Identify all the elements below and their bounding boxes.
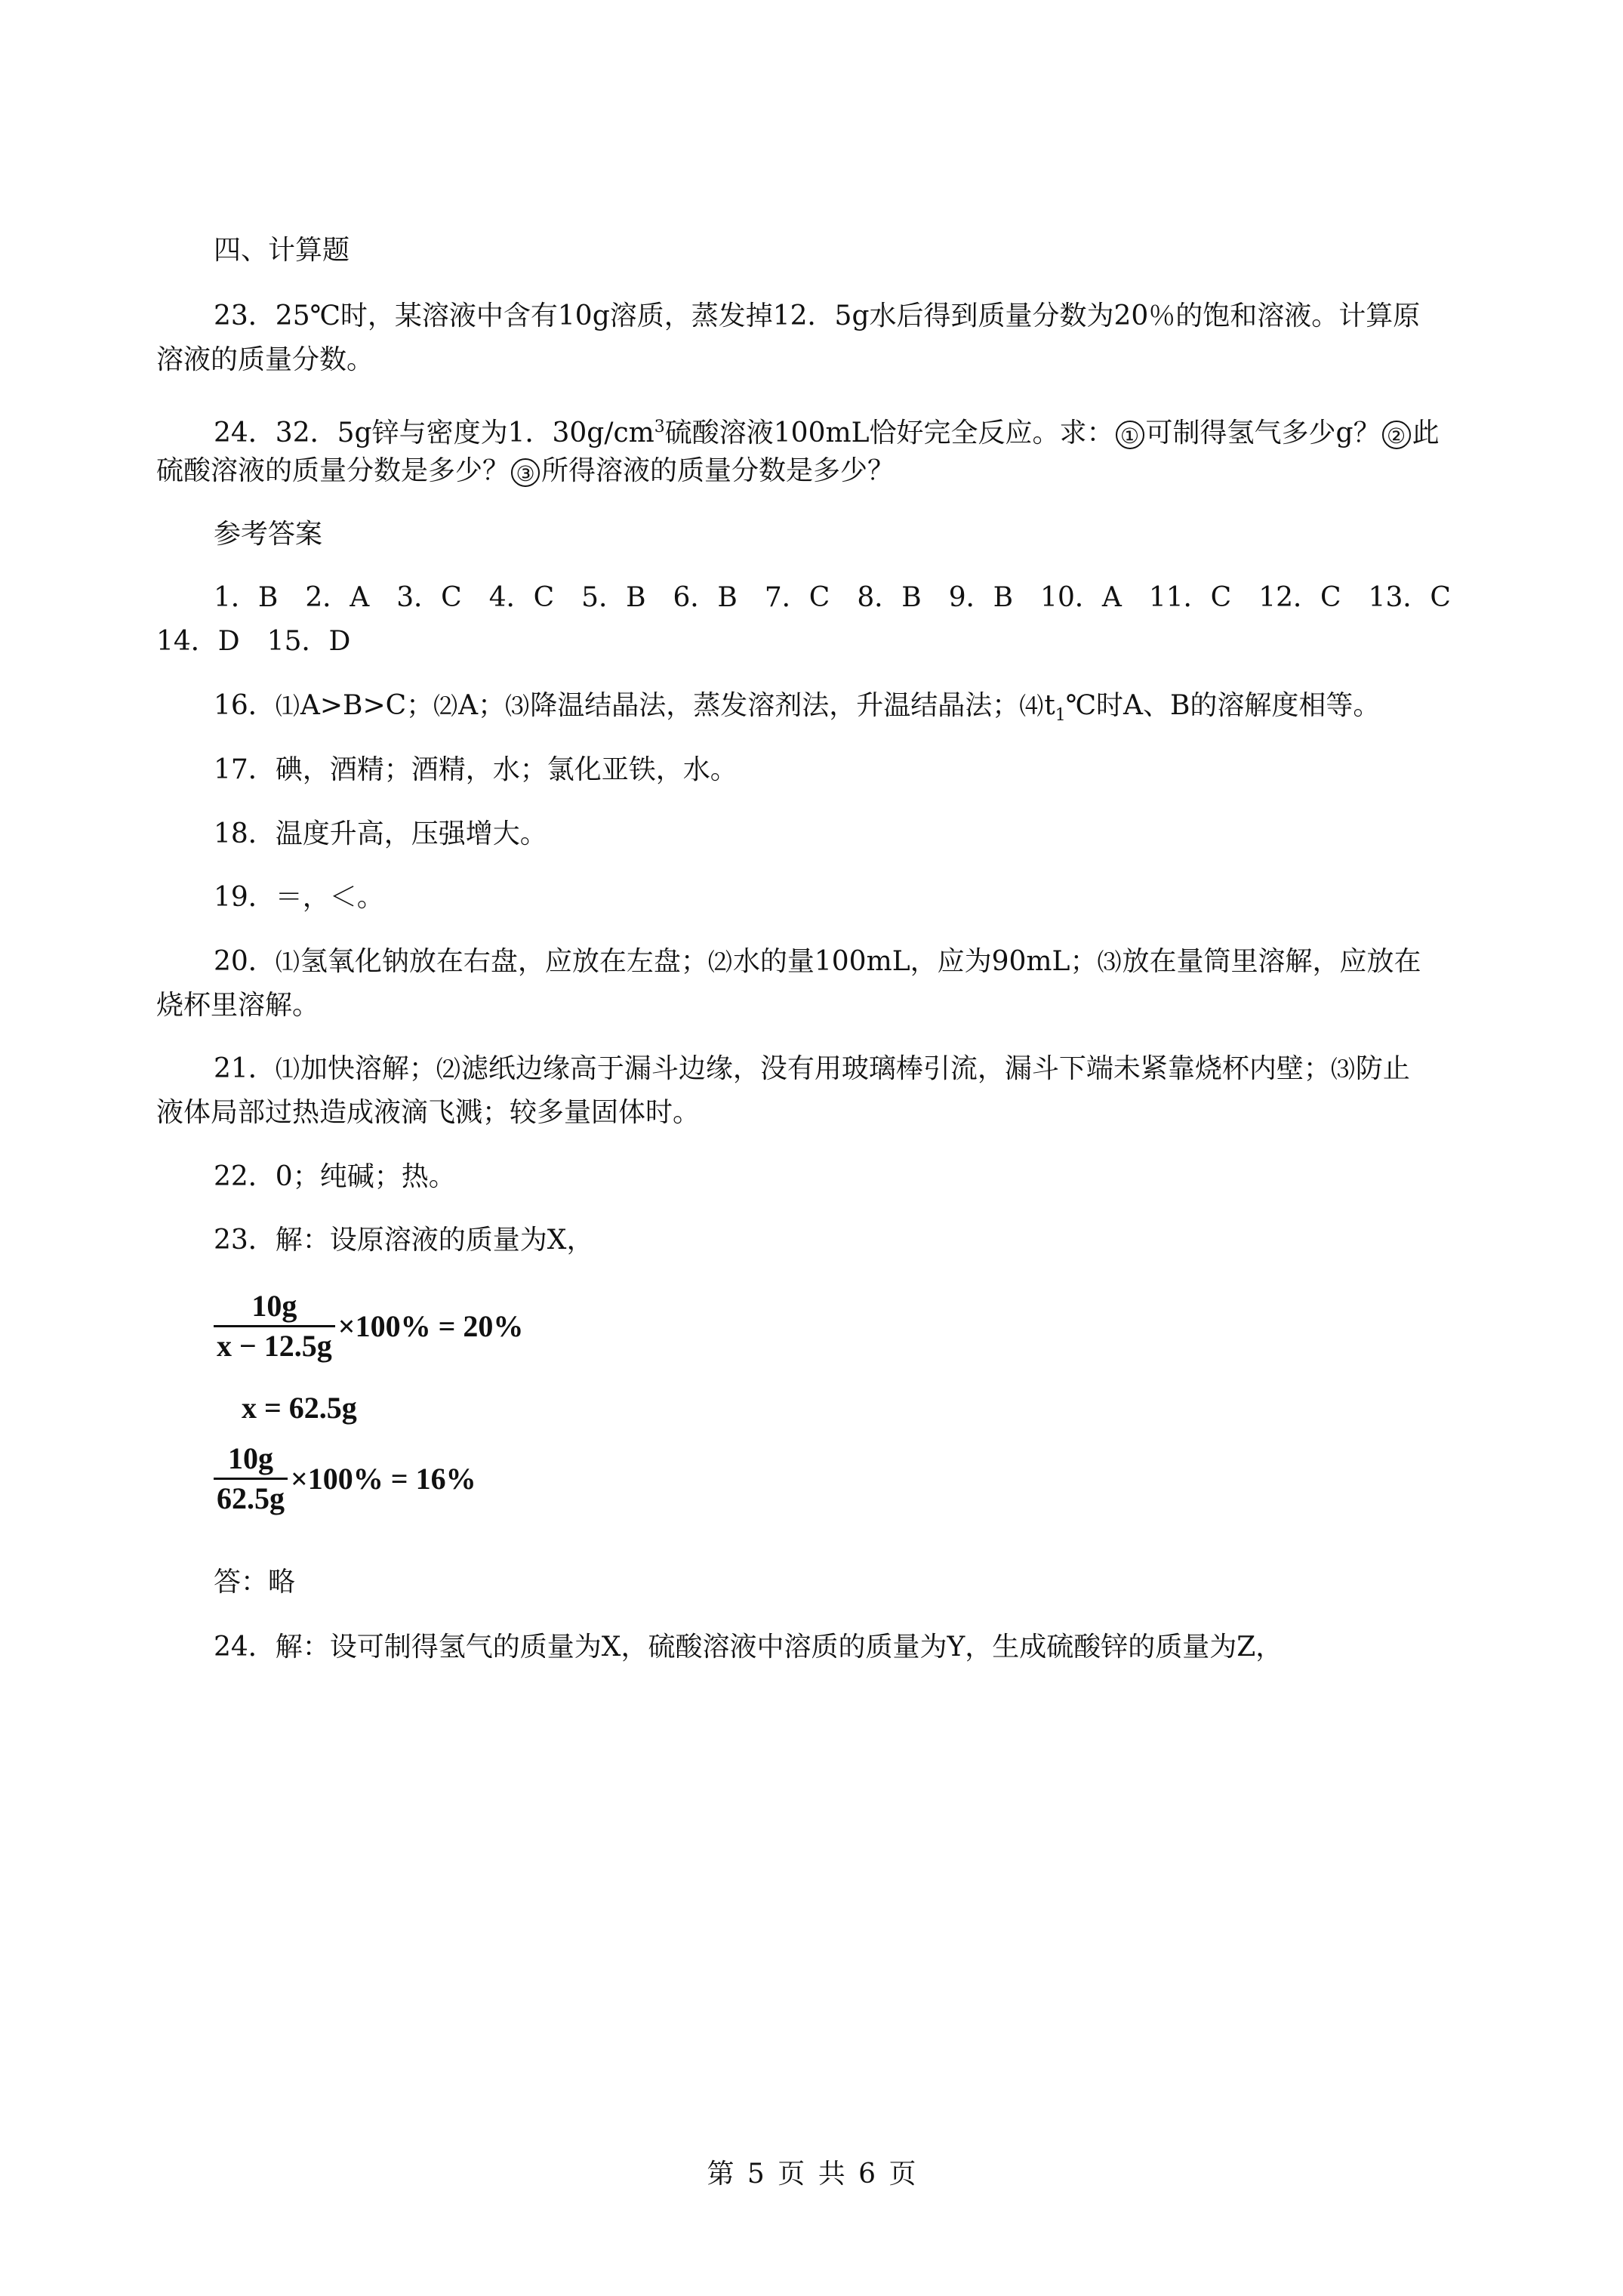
a21-p3: ⑶ [1330,1055,1355,1083]
equation-2: x = 62.5g [242,1391,357,1425]
equation-1 [214,1287,523,1365]
question-24-line2 [156,455,1485,488]
a16-subscript: 1 [1055,706,1066,726]
a16-p2: ⑵ [433,692,458,720]
equation-3-fraction [214,1440,288,1518]
answers-title: 参考答案 [214,519,323,550]
eq3-numerator: 10g [214,1440,288,1480]
eq1-numerator: 10g [214,1287,335,1327]
answer-19: 19．＝，＜。 [214,882,384,913]
equation-3 [214,1440,476,1518]
a20-t1: 氢氧化钠放在右盘，应放在左盘； [300,946,708,977]
a20-t2: 水的量100mL，应为90mL； [732,946,1098,977]
a16-num: 16． [214,690,276,721]
a20-t3: 放在量筒里溶解，应放在 [1122,946,1421,977]
eq3-rest: ×100% = 16% [291,1462,476,1496]
answer-23-conclusion: 答：略 [214,1567,296,1598]
answer-20-line1 [214,945,1542,978]
question-23-line2: 溶液的质量分数。 [156,344,374,375]
circled-three-icon: ③ [511,458,540,487]
a20-p1: ⑴ [275,948,300,976]
eq1-denominator: x − 12.5g [217,1329,332,1363]
a16-t2: A； [458,690,506,721]
answer-16 [214,689,1542,732]
q24-text-a: 24．32．5g锌与密度为1．30g/cm [214,418,654,448]
a21-t3: 防止 [1355,1053,1410,1084]
question-23-line1: 23．25℃时，某溶液中含有10g溶质，蒸发掉12．5g水后得到质量分数为20％的饱和溶液。计算原 [214,300,1421,331]
eq3-denominator: 62.5g [217,1481,285,1515]
answer-23-intro: 23．解：设原溶液的质量为X， [214,1225,594,1256]
a16-p4: ⑷ [1019,692,1044,720]
q24-text-e: 硫酸溶液的质量分数是多少？ [156,455,510,486]
answer-17: 17．碘，酒精；酒精，水；氯化亚铁，水。 [214,754,738,785]
a16-p3: ⑶ [505,692,530,720]
a16-t4b: ℃时A、B的溶解度相等。 [1065,690,1381,721]
circled-two-icon: ② [1382,421,1411,449]
q24-text-f: 所得溶液的质量分数是多少？ [541,455,895,486]
a16-t3: 降温结晶法，蒸发溶剂法，升温结晶法； [530,690,1020,721]
question-24-line1 [214,411,1542,450]
q24-superscript: 3 [654,418,665,436]
answer-20-line2: 烧杯里溶解。 [156,990,320,1021]
answer-22: 22．0；纯碱；热。 [214,1161,456,1192]
a20-num: 20． [214,946,276,977]
circled-one-icon: ① [1116,421,1144,449]
equation-1-fraction [214,1287,335,1365]
a21-t1: 加快溶解； [300,1053,436,1084]
a21-p1: ⑴ [275,1055,300,1083]
eq1-rest: ×100% = 20% [337,1309,524,1343]
a21-num: 21． [214,1053,276,1084]
answer-21-line1 [214,1052,1542,1086]
answer-18: 18．温度升高，压强增大。 [214,818,547,849]
section-title: 四、计算题 [214,235,350,266]
q24-text-c: 可制得氢气多少g？ [1145,418,1381,448]
a16-t4a: t [1044,690,1055,721]
answer-21-line2: 液体局部过热造成液滴飞溅；较多量固体时。 [156,1097,701,1128]
a16-t1: A>B>C； [300,690,434,721]
q24-text-d: 此 [1412,418,1440,448]
a16-p1: ⑴ [275,692,300,720]
mc-answers-line2: 14．D 15．D [156,626,351,657]
a21-p2: ⑵ [436,1055,460,1083]
a20-p3: ⑶ [1097,948,1122,976]
page-footer: 第 5 页 共 6 页 [707,2159,916,2190]
mc-answers-line1: 1．B 2．A 3．C 4．C 5．B 6．B 7．C 8．B 9．B 10．A 11．C 12．C 13．C [214,582,1451,613]
a21-t2: 滤纸边缘高于漏斗边缘，没有用玻璃棒引流，漏斗下端未紧靠烧杯内壁； [460,1053,1331,1084]
a20-p2: ⑵ [707,948,732,976]
q24-text-b: 硫酸溶液100mL恰好完全反应。求： [664,418,1114,448]
answer-24-intro: 24．解：设可制得氢气的质量为X，硫酸溶液中溶质的质量为Y，生成硫酸锌的质量为Z， [214,1632,1283,1663]
